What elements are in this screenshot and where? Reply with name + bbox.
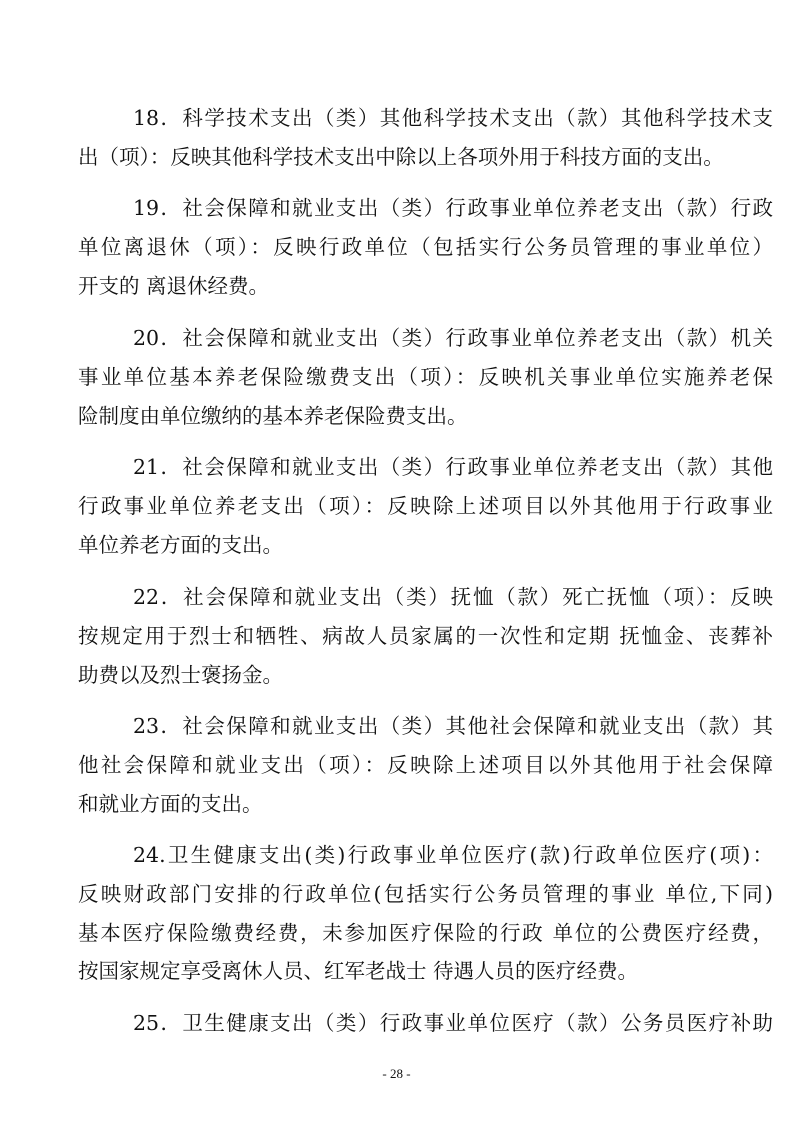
paragraph <box>78 319 773 435</box>
text-line: 24.卫生健康支出(类)行政事业单位医疗(款)行政单位医疗(项)： <box>133 843 773 867</box>
text-line: 20．社会保障和就业支出（类）行政事业单位养老支出（款）机关 <box>133 326 773 350</box>
page-number: - 28 - <box>382 1066 411 1081</box>
paragraph <box>78 707 773 823</box>
paragraph <box>78 448 773 564</box>
text-line: 险制度由单位缴纳的基本养老保险费支出。 <box>78 403 468 428</box>
paragraph <box>78 1004 773 1043</box>
text-line: 事业单位基本养老保险缴费支出（项）：反映机关事业单位实施养老保 <box>78 364 773 389</box>
paragraph <box>78 189 773 305</box>
text-line: 23．社会保障和就业支出（类）其他社会保障和就业支出（款）其 <box>133 714 773 738</box>
text-line: 22．社会保障和就业支出（类）抚恤（款）死亡抚恤（项）：反映 <box>133 585 773 609</box>
text-line: 助费以及烈士褒扬金。 <box>78 662 283 687</box>
text-line: 单位离退休（项）：反映行政单位（包括实行公务员管理的事业单位） <box>78 234 773 259</box>
text-line: 行政事业单位养老支出（项）：反映除上述项目以外其他用于行政事业 <box>78 493 773 518</box>
text-line: 和就业方面的支出。 <box>78 791 263 816</box>
paragraph <box>78 836 773 991</box>
text-line: 反映财政部门安排的行政单位(包括实行公务员管理的事业 单位,下同) <box>78 881 773 906</box>
text-line: 19．社会保障和就业支出（类）行政事业单位养老支出（款）行政 <box>133 196 773 220</box>
text-line: 基本医疗保险缴费经费，未参加医疗保险的行政 单位的公费医疗经费， <box>78 920 773 945</box>
text-line: 25．卫生健康支出（类）行政事业单位医疗（款）公务员医疗补助 <box>133 1011 773 1035</box>
text-line: 出（项）：反映其他科学技术支出中除以上各项外用于科技方面的支出。 <box>78 144 724 169</box>
text-line: 单位养老方面的支出。 <box>78 532 283 557</box>
text-line: 按规定用于烈士和牺牲、病故人员家属的一次性和定期 抚恤金、丧葬补 <box>78 623 773 648</box>
text-line: 21．社会保障和就业支出（类）行政事业单位养老支出（款）其他 <box>133 455 773 479</box>
paragraph <box>78 578 773 694</box>
text-line: 18．科学技术支出（类）其他科学技术支出（款）其他科学技术支 <box>133 106 773 130</box>
text-line: 开支的 离退休经费。 <box>78 273 270 298</box>
paragraph <box>78 99 773 177</box>
text-line: 他社会保障和就业支出（项）：反映除上述项目以外其他用于社会保障 <box>78 752 773 777</box>
text-line: 按国家规定享受离休人员、红军老战士 待遇人员的医疗经费。 <box>78 959 639 984</box>
